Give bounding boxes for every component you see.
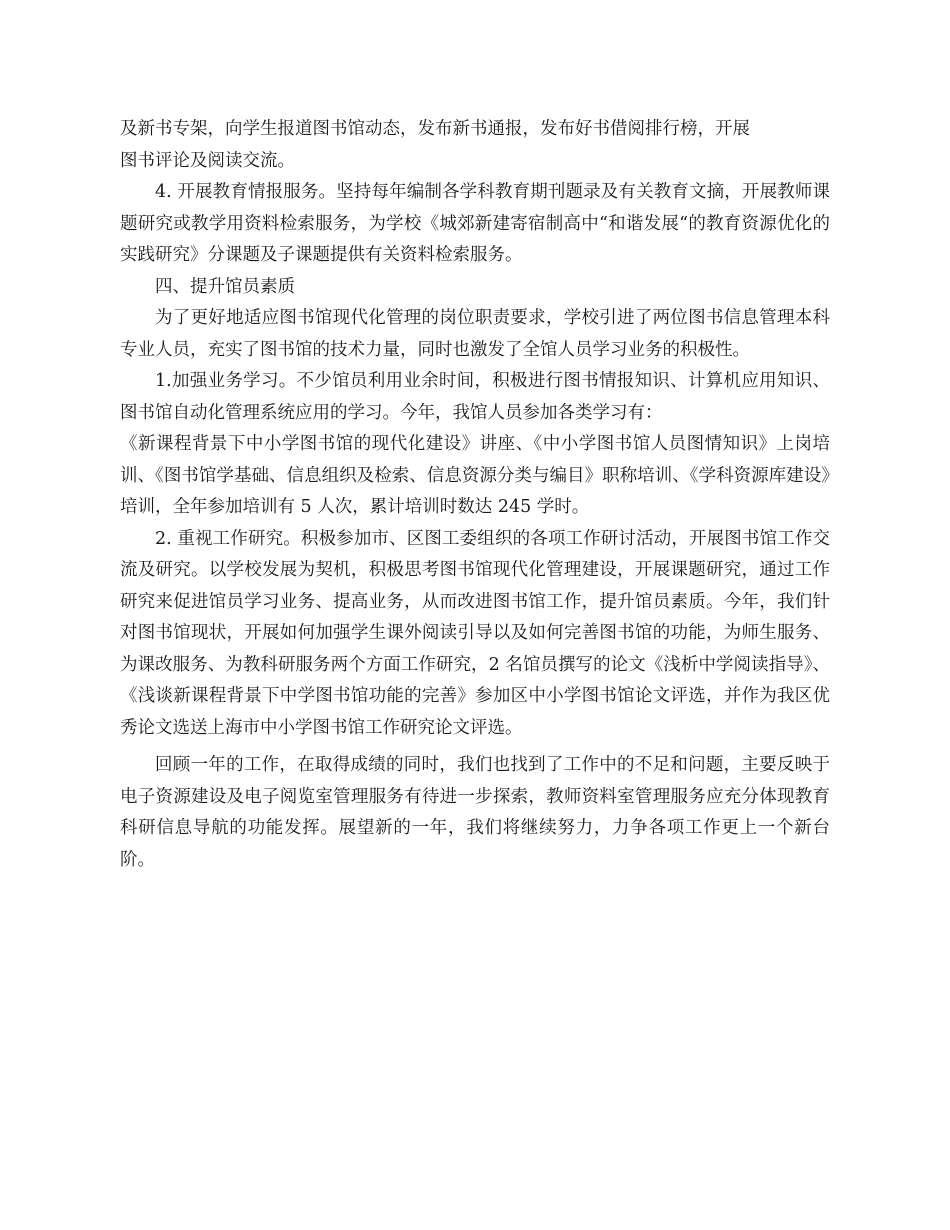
paragraph-work-research: 2. 重视工作研究。积极参加市、区图工委组织的各项工作研讨活动，开展图书馆工作交流及研究。以学校发展为契机，积极思考图书馆现代化管理建设，开展课题研究，通过工作研究来促进馆员学习业务、提高业务，从而改进图书馆工作，提升馆员素质。今年，我们针对图书馆现状，开展如何加强学生课外阅读引导以及如何完善图书馆的功能，为师生服务、为课改服务、为教科研服务两个方面工作研究，2 名馆员撰写的论文《浅析中学阅读指导》、《浅谈新课程背景下中学图书馆功能的完善》参加区中小学图书馆论文评选，并作为我区优秀论文选送上海市中小学图书馆工作研究论文评选。 [120, 528, 830, 738]
section-heading-staff-quality: 四、提升馆员素质 [155, 276, 295, 297]
paragraph-review-summary: 回顾一年的工作，在取得成绩的同时，我们也找到了工作中的不足和问题，主要反映于电子资源建设及电子阅览室管理服务有待进一步探索，教师资料室管理服务应充分体现教育科研信息导航的功能发挥。展望新的一年，我们将继续努力，力争各项工作更上一个新台阶。 [120, 755, 830, 870]
paragraph-business-study: 1.加强业务学习。不少馆员利用业余时间，积极进行图书情报知识、计算机应用知识、图书馆自动化管理系统应用的学习。今年，我馆人员参加各类学习有： 《新课程背景下中小学图书馆的现代化建设》讲座、《中小学图书馆人员图情知识》上岗培训、《图书馆学基础、信息组织及检索、信息资源分类与编目》职称培训、《学科资源库建设》培训，全年参加培训有 5 人次，累计培训时数达 245 学时。 [120, 371, 830, 517]
document-body [120, 114, 830, 882]
paragraph-education-info-service: 4. 开展教育情报服务。坚持每年编制各学科教育期刊题录及有关教育文摘，开展教师课题研究或教学用资料检索服务，为学校《城郊新建寄宿制高中“和谐发展“的教育资源优化的实践研究》分课题及子课题提供有关资料检索服务。 [120, 182, 830, 265]
paragraph-staff-intro: 为了更好地适应图书馆现代化管理的岗位职责要求，学校引进了两位图书信息管理本科专业人员，充实了图书馆的技术力量，同时也激发了全馆人员学习业务的积极性。 [120, 308, 830, 360]
paragraph-new-book-shelf: 及新书专架，向学生报道图书馆动态，发布新书通报，发布好书借阅排行榜，开展 图书评论及阅读交流。 [120, 119, 750, 171]
